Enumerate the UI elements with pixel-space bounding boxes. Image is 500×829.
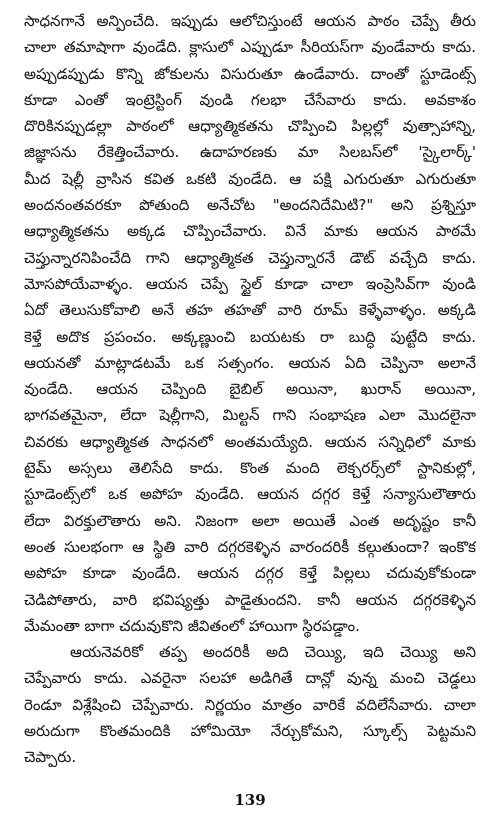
- text-line: కూడా ఎంతో ఇంట్రెస్టింగ్ వుండి గలభా చేసేవారు కాదు. అవకాశం: [24, 90, 476, 109]
- text-line: ఆధ్యాత్మికతను అక్కడ చొప్పించేవారు. వినే మాకు ఆయన పాఠమే: [24, 222, 476, 241]
- text-line: వుండేది. ఆయన చెప్పింది బైబిల్ అయినా, ఖురాన్ అయినా,: [24, 380, 476, 399]
- text-line: సాధనగానే అన్పించేది. ఇప్పుడు ఆలోచిస్తుంటే ఆయన పాఠం చెప్పే తీరు: [24, 12, 476, 30]
- text-line: దొరికినప్పుడల్లా పాఠంలో ఆధ్యాత్మికతను చొప్పించి పిల్లల్లో వుత్సాహాన్ని,: [24, 117, 476, 136]
- text-line: చెప్పేవారు కాదు. ఎవరైనా సలహా అడిగితే దాన్లో వున్న మంచి చెడ్డలు: [24, 669, 476, 688]
- text-line: ఆయనెవరికో తప్ప అందరికీ అది చెయ్యి, ఇది చెయ్యి అని: [70, 643, 476, 662]
- text-line: ఆయనతో మాట్లాడటమే ఒక సత్సంగం. ఆయన ఏది చెప్పినా అలానే: [24, 353, 476, 372]
- text-line: రెండూ విశ్లేషించి చెప్పేవారు. నిర్ణయం మాత్రం వారికే వదిలేసేవారు. చాలా: [24, 695, 476, 714]
- text-line: అప్పుడప్పుడు కొన్ని జోకులను విసురుతూ ఉండేవారు. దాంతో స్టూడెంట్స్: [24, 64, 476, 83]
- text-line: అరుదుగా కొంతమందికి హోమియో నేర్చుకోమని, స్కూల్స్ పెట్టమని: [24, 722, 476, 741]
- text-line: లేదా విరక్తులౌతారు అని. నిజంగా అలా అయితే ఎంత అదృష్టం కానీ: [24, 511, 476, 530]
- text-line: చెప్పారు.: [24, 748, 77, 767]
- text-line: అంత సులభంగా ఆ స్థితి వారి దగ్గరకెళ్ళిన వారందరికీ కల్గుతుందా? ఇంకొక: [24, 537, 476, 556]
- text-line: అపోహ కూడా వుండేది. ఆయన దగ్గర కెళ్తే పిల్లలు చదువుకోకుండా: [24, 564, 476, 583]
- text-line: కెళ్తే అదొక ప్రపంచం. అక్కణ్ణుంచి బయటకు రా బుద్ధి పుట్టేది కాదు.: [24, 327, 476, 346]
- text-line: ఏదో తెలుసుకోవాలి అనే తహ తహతో వారి రూమ్ కెళ్ళేవాళ్ళం. అక్కడి: [24, 301, 476, 320]
- text-line: చాలా తమాషాగా వుండేది. క్లాసులో ఎప్పుడూ సీరియస్‌గా వుండేవారు కాదు.: [24, 38, 476, 57]
- text-line: భాగవతమైనా, లేదా షెల్లీగాని, మిల్టన్ గాని సంభాషణ ఎలా మొదలైనా: [24, 406, 476, 425]
- text-line: అందనంతవరకూ పోతుంది అనేచోట "అందనిదేమిటి?" అని ప్రశ్నిస్తూ: [24, 196, 476, 215]
- text-line: టైమ్ అస్సలు తెలిసేది కాదు. కొంత మంది లెక్చరర్స్‌లో స్టానికుల్లో,: [24, 459, 476, 478]
- text-line: చెప్తున్నారనిపించేది గాని ఆధ్యాత్మికత చెప్తున్నారనే డౌట్ వచ్చేది కాదు.: [24, 248, 476, 267]
- text-line: మేమంతా బాగా చదువుకొని జీవితంలో హాయిగా స్థిరపడ్డాం.: [24, 616, 360, 635]
- page-number: 139: [234, 791, 266, 809]
- text-line: చెడిపోతారు, వారి భవిష్యత్తు పాడైతుందని. కానీ ఆయన దగ్గరకెళ్ళిన: [24, 590, 476, 609]
- text-line: మీద షెల్లీ వ్రాసిన కవిత ఒకటి వుండేది. ఆ పక్షి ఎగురుతూ ఎగురుతూ: [24, 169, 476, 188]
- text-line: చివరకు ఆధ్యాత్మికత సాధనలో అంతమయ్యేది. ఆయన సన్నిధిలో మాకు: [24, 432, 476, 451]
- text-line: మోసపోయేవాళ్ళం. ఆయన చెప్పే స్టైల్ కూడా చాలా ఇంప్రెసివ్‌గా వుండి: [24, 274, 476, 293]
- text-line: జిజ్ఞాసను రేకెత్తించేవారు. ఉదాహరణకు మా సిలబస్‌లో 'స్కైలార్క్': [24, 143, 476, 162]
- text-line: స్టూడెంట్స్‌లో ఒక అపోహ వుండేది. ఆయన దగ్గర కెళ్తే సన్యాసులౌతారు: [24, 485, 476, 504]
- body-text: [24, 8, 476, 771]
